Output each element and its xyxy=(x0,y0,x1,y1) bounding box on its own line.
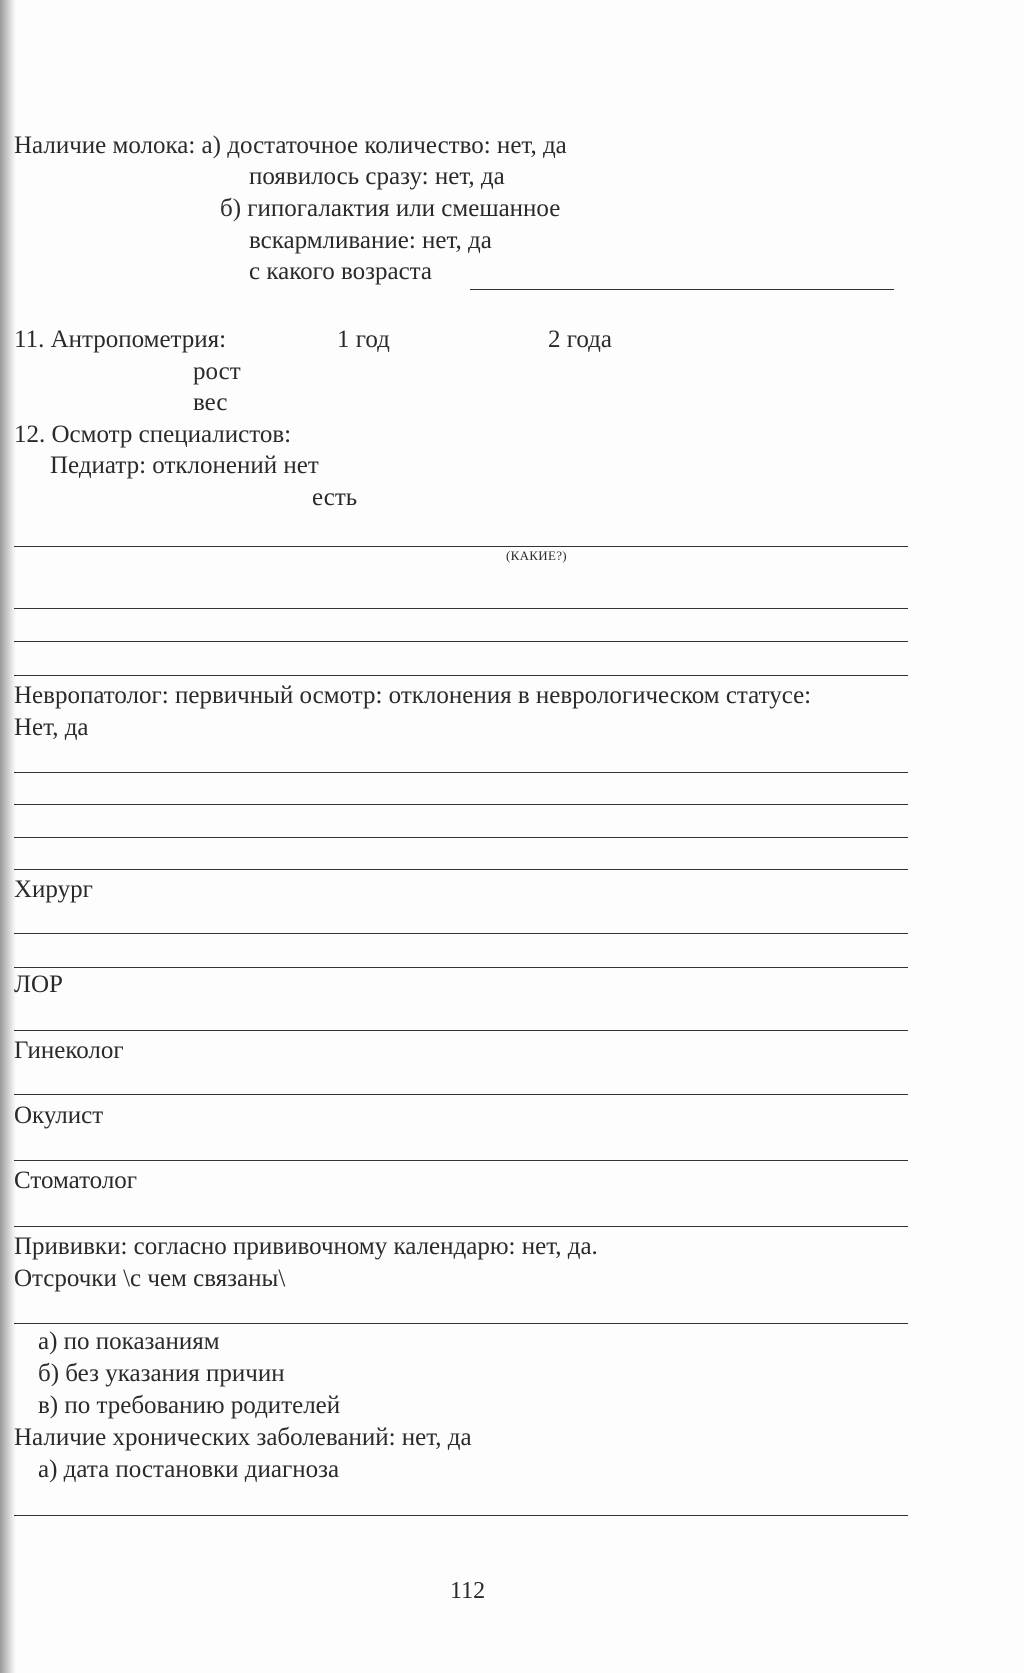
chronic-date-blank[interactable] xyxy=(14,1515,908,1516)
vaccination-line-2: Отсрочки \с чем связаны\ xyxy=(14,1265,286,1292)
oculist-blank[interactable] xyxy=(14,1160,908,1161)
milk-age-blank[interactable] xyxy=(470,289,894,290)
neurologist-blank-2[interactable] xyxy=(14,804,908,805)
page-number: 112 xyxy=(450,1578,486,1604)
neurologist-answer: Нет, да xyxy=(14,714,89,741)
vaccination-option-c: в) по требованию родителей xyxy=(38,1392,341,1419)
surgeon-label: Хирург xyxy=(14,876,93,903)
anthropometry-row-weight: вес xyxy=(193,389,228,416)
pediatrician-yes: есть xyxy=(312,484,358,511)
neurologist-blank-4[interactable] xyxy=(14,869,908,870)
chronic-option-a: а) дата постановки диагноза xyxy=(38,1456,340,1483)
milk-line-5: с какого возраста xyxy=(249,258,432,285)
surgeon-blank-2[interactable] xyxy=(14,967,908,968)
pediatrician-blank-2[interactable] xyxy=(14,608,908,609)
anthropometry-title: 11. Антропометрия: xyxy=(14,326,227,353)
pediatrician-blank-1[interactable] xyxy=(14,546,908,547)
ent-blank[interactable] xyxy=(14,1030,908,1031)
anthropometry-col-2: 2 года xyxy=(548,326,612,353)
ent-label: ЛОР xyxy=(14,971,63,998)
pediatrician-blank-3[interactable] xyxy=(14,641,908,642)
vaccination-line-1: Прививки: согласно прививочному календарю: нет, да. xyxy=(14,1233,598,1260)
milk-line-1: Наличие молока: а) достаточное количество: нет, да xyxy=(14,132,567,159)
pediatrician-blank-4[interactable] xyxy=(14,675,908,676)
surgeon-blank-1[interactable] xyxy=(14,933,908,934)
anthropometry-col-1: 1 год xyxy=(337,326,390,353)
dentist-blank[interactable] xyxy=(14,1226,908,1227)
vaccination-option-b: б) без указания причин xyxy=(38,1360,285,1387)
dentist-label: Стоматолог xyxy=(14,1167,138,1194)
specialists-title: 12. Осмотр специалистов: xyxy=(14,421,292,448)
milk-line-2: появилось сразу: нет, да xyxy=(249,163,505,190)
neurologist-label: Невропатолог: первичный осмотр: отклонения в неврологическом статусе: xyxy=(14,682,812,709)
vaccination-blank[interactable] xyxy=(14,1323,908,1324)
which-caption: (КАКИЕ?) xyxy=(506,548,567,563)
gynecologist-blank[interactable] xyxy=(14,1094,908,1095)
chronic-line-1: Наличие хронических заболеваний: нет, да xyxy=(14,1424,472,1451)
vaccination-option-a: а) по показаниям xyxy=(38,1328,220,1355)
anthropometry-row-height: рост xyxy=(193,358,241,385)
neurologist-blank-1[interactable] xyxy=(14,772,908,773)
oculist-label: Окулист xyxy=(14,1102,104,1129)
neurologist-blank-3[interactable] xyxy=(14,837,908,838)
pediatrician-label: Педиатр: отклонений нет xyxy=(50,452,319,479)
gynecologist-label: Гинеколог xyxy=(14,1037,124,1064)
milk-line-4: вскармливание: нет, да xyxy=(249,227,492,254)
milk-line-3: б) гипогалактия или смешанное xyxy=(220,195,561,222)
